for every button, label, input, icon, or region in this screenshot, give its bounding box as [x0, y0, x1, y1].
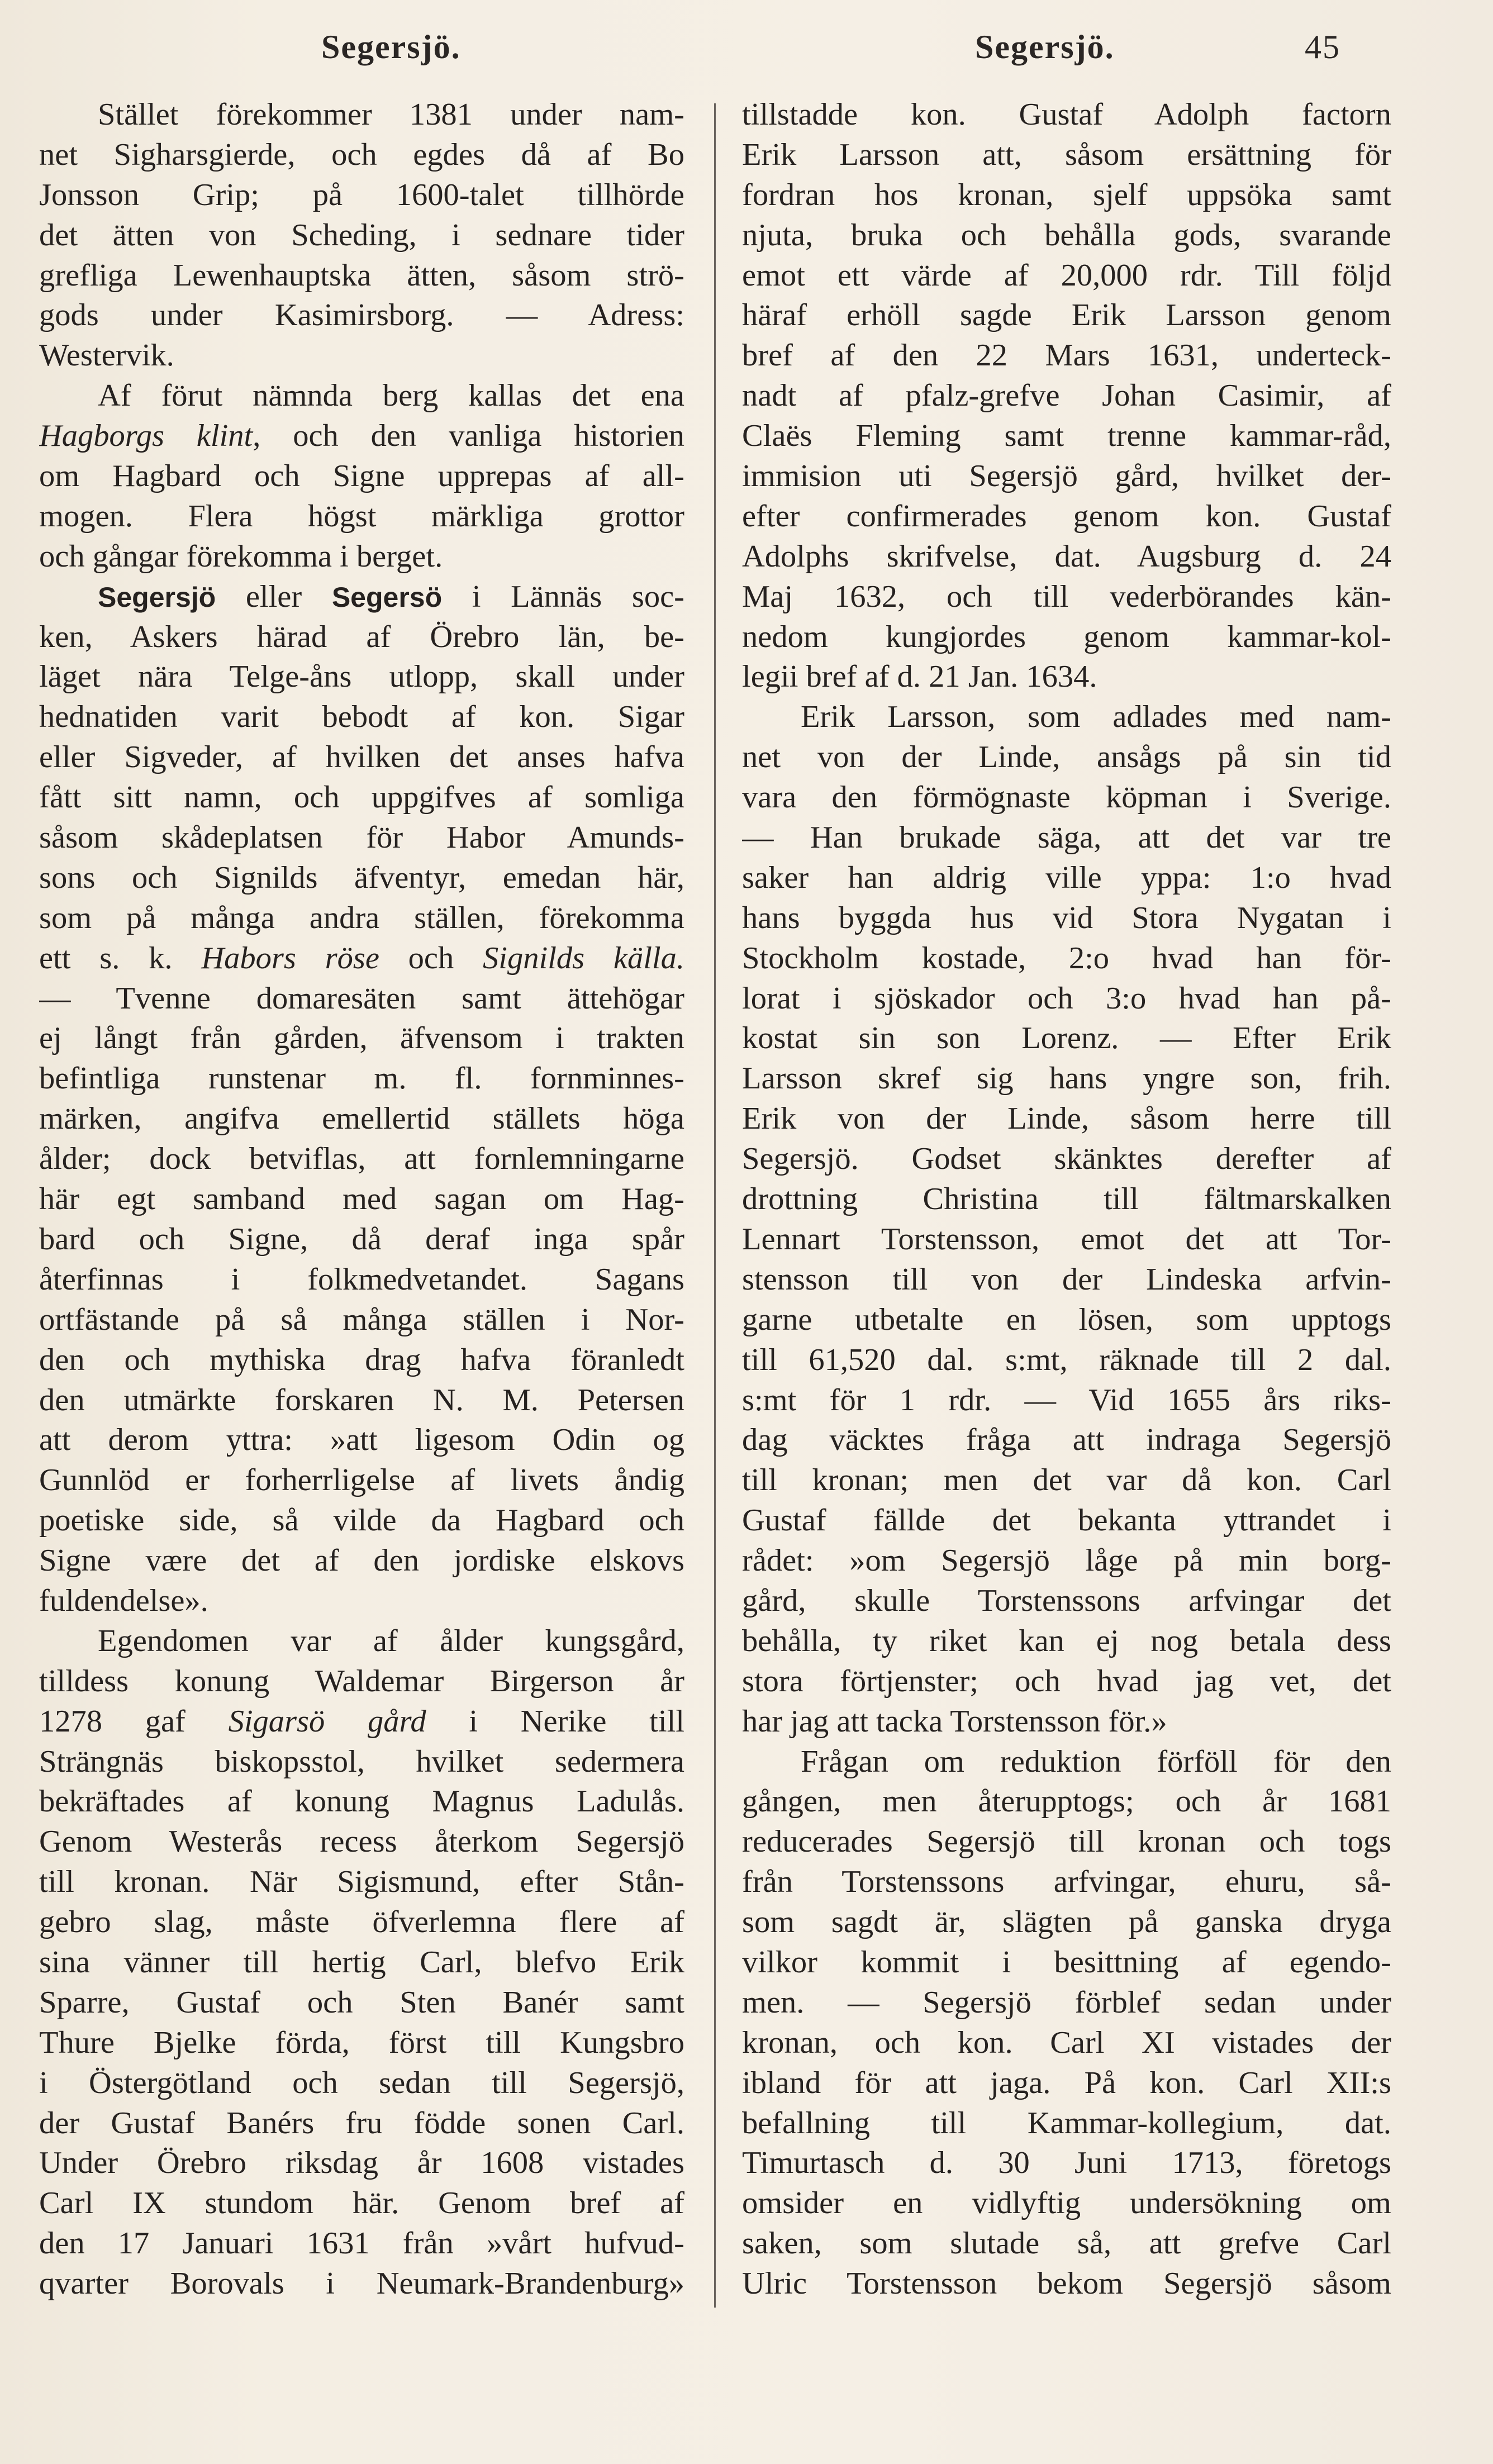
running-title-left: Segersjö. — [321, 28, 461, 65]
text-line: Stockholm kostade, 2:o hvad han för- — [742, 940, 1391, 976]
text-line: Stället förekommer 1381 under nam- — [98, 97, 684, 132]
text-line: Under Örebro riksdag år 1608 vistades — [39, 2146, 684, 2181]
text-line: Af förut nämnda berg kallas det ena — [98, 378, 684, 413]
text-line: efter confirmerades genom kon. Gustaf — [742, 498, 1391, 534]
text-line: net Sigharsgierde, och egdes då af Bo — [39, 137, 684, 172]
text-line: grefliga Lewenhauptska ätten, såsom strö- — [39, 258, 684, 293]
entry-headword: Segersjö — [98, 581, 216, 613]
text-line: som sagdt är, slägten på ganska dryga — [742, 1905, 1391, 1940]
text-line: dag väcktes fråga att indraga Segersjö — [742, 1423, 1391, 1458]
text-line: der Gustaf Banérs fru födde sonen Carl. — [39, 2105, 684, 2140]
text-run: och — [379, 940, 483, 976]
right-text-column — [742, 95, 1391, 2304]
text-line: hednatiden varit bebodt af kon. Sigar — [39, 700, 684, 735]
text-line: tilldess konung Waldemar Birgerson år — [39, 1663, 684, 1699]
page-number: 45 — [1305, 28, 1340, 65]
text-line: ej långt från gården, äfvensom i trakten — [39, 1021, 684, 1056]
text-line: befintliga runstenar m. fl. fornminnes- — [39, 1061, 684, 1096]
text-line: — Tvenne domaresäten samt ättehögar — [39, 981, 684, 1016]
text-run: 1278 gaf — [39, 1704, 229, 1739]
text-line: den utmärkte forskaren N. M. Petersen — [39, 1382, 684, 1417]
text-line: poetiske side, så vilde da Hagbard och — [39, 1503, 684, 1538]
text-line: bard och Signe, då deraf inga spår — [39, 1221, 684, 1257]
text-line: sina vänner till hertig Carl, blefvo Erik — [39, 1944, 684, 1980]
text-line: nadt af pfalz-grefve Johan Casimir, af — [742, 378, 1391, 413]
text-line: tillstadde kon. Gustaf Adolph factorn — [742, 97, 1391, 132]
text-line: häraf erhöll sagde Erik Larsson genom — [742, 298, 1391, 333]
text-line: sons och Signilds äfventyr, emedan här, — [39, 860, 684, 895]
text-line: stensson till von der Lindeska arfvin- — [742, 1262, 1391, 1297]
text-line: Westervik. — [39, 338, 174, 373]
left-text-column — [39, 95, 684, 2304]
text-line: men. — Segersjö förblef sedan under — [742, 1985, 1391, 2020]
text-line: gebro slag, måste öfverlemna flere af — [39, 1905, 684, 1940]
text-line: Lennart Torstensson, emot det att Tor- — [742, 1221, 1391, 1257]
text-line: njuta, bruka och behålla gods, svarande — [742, 217, 1391, 253]
text-line: fuldendelse». — [39, 1583, 208, 1618]
text-line: Claës Fleming samt trenne kammar-råd, — [742, 418, 1391, 454]
text-line: till 61,520 dal. s:mt, räknade till 2 dal. — [742, 1342, 1391, 1377]
running-header — [0, 22, 1493, 78]
text-line: emot ett värde af 20,000 rdr. Till följd — [742, 258, 1391, 293]
text-line: — Han brukade säga, att det var tre — [742, 820, 1391, 855]
text-line: återfinnas i folkmedvetandet. Sagans — [39, 1262, 684, 1297]
text-line: hans byggda hus vid Stora Nygatan i — [742, 900, 1391, 935]
italic-term: Hagborgs klint — [39, 418, 253, 454]
text-line — [39, 1702, 684, 1742]
text-line: och gångar förekomma i berget. — [39, 539, 443, 574]
text-line: Genom Westerås recess återkom Segersjö — [39, 1824, 684, 1859]
text-line: fått sitt namn, och uppgifves af somliga — [39, 780, 684, 815]
text-line: Carl IX stundom här. Genom bref af — [39, 2186, 684, 2221]
text-line: Egendomen var af ålder kungsgård, — [98, 1623, 684, 1658]
text-line: märken, angifva emellertid ställets höga — [39, 1101, 684, 1136]
text-line: lorat i sjöskador och 3:o hvad han på- — [742, 981, 1391, 1016]
text-run: i Nerike till — [426, 1704, 684, 1739]
text-line: Signe være det af den jordiske elskovs — [39, 1543, 684, 1578]
text-line: garne utbetalte en lösen, som upptogs — [742, 1302, 1391, 1337]
text-line: ibland för att jaga. På kon. Carl XII:s — [742, 2065, 1391, 2100]
text-line: mogen. Flera högst märkliga grottor — [39, 498, 684, 534]
italic-term: Sigarsö gård — [228, 1704, 426, 1739]
text-line: den och mythiska drag hafva föranledt — [39, 1342, 684, 1377]
text-line: eller Sigveder, af hvilken det anses hafva — [39, 740, 684, 775]
text-line: Thure Bjelke förda, först till Kungsbro — [39, 2025, 684, 2060]
text-line: Strängnäs biskopsstol, hvilket sedermera — [39, 1744, 684, 1779]
text-line: behålla, ty riket kan ej nog betala dess — [742, 1623, 1391, 1658]
text-line: Larsson skref sig hans yngre son, frih. — [742, 1061, 1391, 1096]
text-line: gård, skulle Torstenssons arfvingar det — [742, 1583, 1391, 1618]
text-line: Ulric Torstensson bekom Segersjö såsom — [742, 2266, 1391, 2301]
text-line: gods under Kasimirsborg. — Adress: — [39, 298, 684, 333]
text-line: kostat sin son Lorenz. — Efter Erik — [742, 1021, 1391, 1056]
text-line: till kronan. När Sigismund, efter Stån- — [39, 1864, 684, 1900]
text-line: saken, som slutade så, att grefve Carl — [742, 2226, 1391, 2261]
text-line: Frågan om reduktion förföll för den — [801, 1744, 1391, 1779]
text-line: gången, men återupptogs; och år 1681 — [742, 1784, 1391, 1819]
text-line: Jonsson Grip; på 1600-talet tillhörde — [39, 177, 684, 212]
text-line: som på många andra ställen, förekomma — [39, 900, 684, 935]
text-line: immision uti Segersjö gård, hvilket der- — [742, 459, 1391, 494]
text-line — [39, 939, 684, 979]
text-line: att derom yttra: »att ligesom Odin og — [39, 1423, 684, 1458]
text-line: om Hagbard och Signe upprepas af all- — [39, 459, 684, 494]
text-run: i Lännäs soc- — [442, 579, 684, 614]
text-line: rådet: »om Segersjö låge på min borg- — [742, 1543, 1391, 1578]
text-line: vara den förmögnaste köpman i Sverige. — [742, 780, 1391, 815]
text-line: Gustaf fällde det bekanta yttrandet i — [742, 1503, 1391, 1538]
entry-headword: Segersö — [331, 581, 443, 613]
text-line: till kronan; men det var då kon. Carl — [742, 1463, 1391, 1498]
text-line: legii bref af d. 21 Jan. 1634. — [742, 659, 1097, 695]
text-line — [39, 577, 684, 617]
text-line: drottning Christina till fältmarskalken — [742, 1182, 1391, 1217]
text-line: såsom skådeplatsen för Habor Amunds- — [39, 820, 684, 855]
text-line: Segersjö. Godset skänktes derefter af — [742, 1141, 1391, 1177]
text-line: läget nära Telge-åns utlopp, skall under — [39, 659, 684, 695]
italic-term: Habors röse — [201, 940, 379, 976]
italic-term: Signilds källa. — [483, 940, 684, 976]
text-line: Maj 1632, och till vederbörandes kän- — [742, 579, 1391, 614]
text-line: Erik Larsson att, såsom ersättning för — [742, 137, 1391, 172]
text-line: ålder; dock betviflas, att fornlemningarne — [39, 1141, 684, 1177]
text-line: ken, Askers härad af Örebro län, be- — [39, 619, 684, 654]
text-line: saker han aldrig ville yppa: 1:o hvad — [742, 860, 1391, 895]
text-line: stora förtjenster; och hvad jag vet, det — [742, 1663, 1391, 1699]
text-line: Erik von der Linde, såsom herre till — [742, 1101, 1391, 1136]
text-line: i Östergötland och sedan till Segersjö, — [39, 2065, 684, 2100]
text-line: Erik Larsson, som adlades med nam- — [801, 700, 1391, 735]
text-line: bref af den 22 Mars 1631, underteck- — [742, 338, 1391, 373]
text-line: Timurtasch d. 30 Juni 1713, företogs — [742, 2146, 1391, 2181]
text-line: har jag att tacka Torstensson för.» — [742, 1704, 1167, 1739]
text-line: vilkor kommit i besittning af egendo- — [742, 1944, 1391, 1980]
text-line: s:mt för 1 rdr. — Vid 1655 års riks- — [742, 1382, 1391, 1417]
text-line: Adolphs skrifvelse, dat. Augsburg d. 24 — [742, 539, 1391, 574]
text-line: omsider en vidlyftig undersökning om — [742, 2186, 1391, 2221]
text-line: det ätten von Scheding, i sednare tider — [39, 217, 684, 253]
text-run: eller — [216, 579, 332, 614]
text-line: net von der Linde, ansågs på sin tid — [742, 740, 1391, 775]
text-line — [39, 416, 684, 456]
text-line: reducerades Segersjö till kronan och togs — [742, 1824, 1391, 1859]
text-line: den 17 Januari 1631 från »vårt hufvud- — [39, 2226, 684, 2261]
text-line: bekräftades af konung Magnus Ladulås. — [39, 1784, 684, 1819]
text-line: Gunnlöd er forherrligelse af livets åndig — [39, 1463, 684, 1498]
text-line: här egt samband med sagan om Hag- — [39, 1182, 684, 1217]
running-title-right: Segersjö. — [975, 28, 1115, 65]
text-line: befallning till Kammar-kollegium, dat. — [742, 2105, 1391, 2140]
column-divider — [714, 103, 716, 2308]
text-line: ortfästande på så många ställen i Nor- — [39, 1302, 684, 1337]
text-line: nedom kungjordes genom kammar-kol- — [742, 619, 1391, 654]
text-line: Sparre, Gustaf och Sten Banér samt — [39, 1985, 684, 2020]
text-run: ett s. k. — [39, 940, 202, 976]
text-line: kronan, och kon. Carl XI vistades der — [742, 2025, 1391, 2060]
text-line: från Torstenssons arfvingar, ehuru, så- — [742, 1864, 1391, 1900]
text-line: qvarter Borovals i Neumark-Brandenburg» — [39, 2266, 684, 2301]
text-run: , och den vanliga historien — [253, 418, 684, 454]
text-line: fordran hos kronan, sjelf uppsöka samt — [742, 177, 1391, 212]
